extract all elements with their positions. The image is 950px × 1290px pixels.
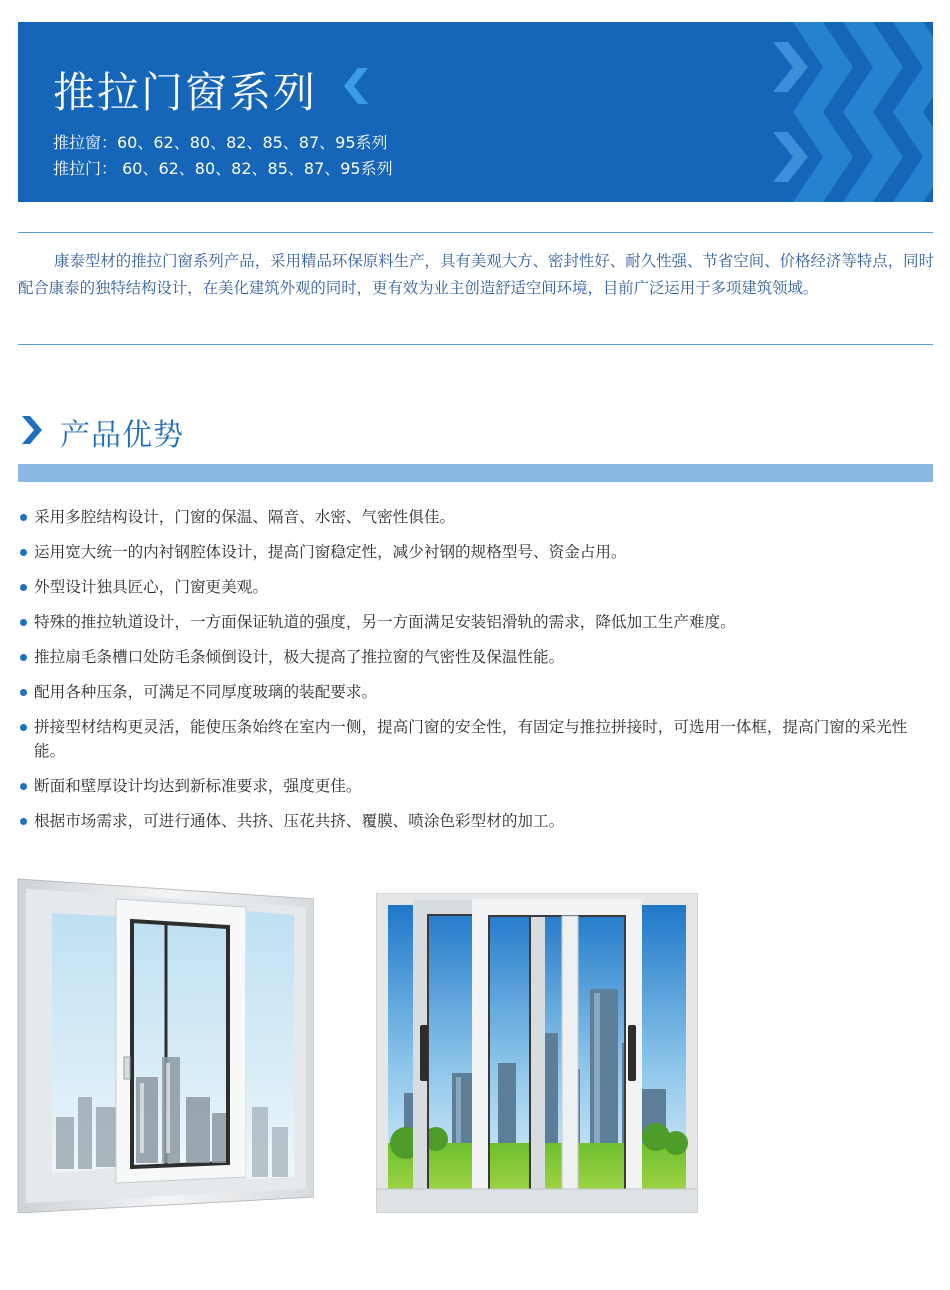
list-item	[18, 540, 934, 564]
list-item	[18, 505, 934, 529]
page-title: 推拉门窗系列	[53, 68, 318, 117]
bullet-dot-icon	[20, 818, 27, 825]
intro-paragraph: 康泰型材的推拉门窗系列产品，采用精品环保原料生产，具有美观大方、密封性好、耐久性强、节省空间、价格经济等特点，同时配合康泰的独特结构设计，在美化建筑外观的同时，更有效为业主创造舒适空间环境，目前广泛运用于多项建筑领域。	[18, 252, 934, 297]
window-series-line: 推拉窗：60、62、80、82、85、87、95系列	[53, 133, 388, 152]
list-item-text: 运用宽大统一的内衬钢腔体设计，提高门窗稳定性，减少衬钢的规格型号、资金占用。	[34, 543, 627, 561]
list-item-text: 推拉扇毛条槽口处防毛条倾倒设计，极大提高了推拉窗的气密性及保温性能。	[34, 648, 565, 666]
sliding-window-photo-right	[376, 893, 698, 1213]
list-item	[18, 680, 934, 704]
bullet-dot-icon	[20, 584, 27, 591]
bullet-dot-icon	[20, 514, 27, 521]
bullet-dot-icon	[20, 724, 27, 731]
list-item-text: 拼接型材结构更灵活，能使压条始终在室内一侧，提高门窗的安全性，有固定与推拉拼接时，可选用一体框，提高门窗的采光性能。	[34, 718, 908, 760]
list-item	[18, 809, 934, 833]
section-bar	[18, 464, 933, 482]
list-item-text: 断面和壁厚设计均达到新标准要求，强度更佳。	[34, 777, 362, 795]
list-item	[18, 610, 934, 634]
chevron-pattern-decoration	[773, 22, 933, 202]
advantages-list	[18, 505, 934, 844]
list-item-text: 根据市场需求，可进行通体、共挤、压花共挤、覆膜、喷涂色彩型材的加工。	[34, 812, 565, 830]
chevron-right-icon	[20, 416, 42, 444]
bullet-dot-icon	[20, 689, 27, 696]
list-item	[18, 774, 934, 798]
divider-bottom	[18, 344, 933, 345]
chevron-left-icon	[340, 66, 370, 106]
list-item-text: 特殊的推拉轨道设计，一方面保证轨道的强度，另一方面满足安装铝滑轨的需求，降低加工生产难度。	[34, 613, 736, 631]
list-item	[18, 645, 934, 669]
list-item-text: 配用各种压条，可满足不同厚度玻璃的装配要求。	[34, 683, 378, 701]
bullet-dot-icon	[20, 654, 27, 661]
list-item	[18, 575, 934, 599]
header-banner	[18, 22, 933, 202]
bullet-dot-icon	[20, 549, 27, 556]
list-item	[18, 715, 934, 763]
door-series-line: 推拉门： 60、62、80、82、85、87、95系列	[53, 159, 393, 178]
divider-top	[18, 232, 933, 233]
list-item-text: 采用多腔结构设计，门窗的保温、隔音、水密、气密性俱佳。	[34, 508, 456, 526]
bullet-dot-icon	[20, 619, 27, 626]
list-item-text: 外型设计独具匠心，门窗更美观。	[34, 578, 268, 596]
bullet-dot-icon	[20, 783, 27, 790]
sliding-window-photo-left	[16, 877, 314, 1213]
section-title: 产品优势	[60, 418, 184, 453]
